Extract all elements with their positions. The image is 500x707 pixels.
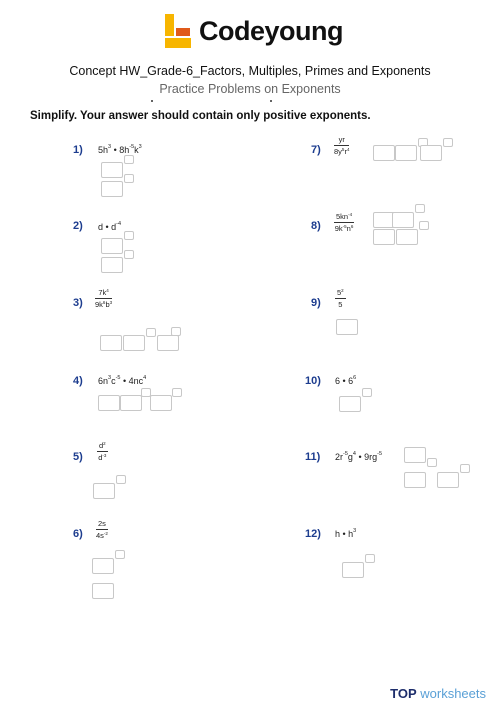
worksheet-title: Concept HW_Grade-6_Factors, Multiples, Primes and Exponents [69, 64, 431, 78]
answer-box[interactable] [101, 257, 123, 273]
problem-6-expression: 2s $4s^{-2}$ [96, 519, 108, 540]
problem-9-expression: $5^2$ 5 [337, 288, 344, 309]
problem-number: 4) [73, 375, 83, 387]
answer-box[interactable] [373, 229, 395, 245]
exponent-box[interactable] [427, 458, 437, 467]
problem-number: 2) [73, 220, 83, 232]
answer-box[interactable] [395, 145, 417, 161]
problem-7-expression: yr $8y^5r^4$ [334, 135, 350, 156]
answer-box[interactable] [396, 229, 418, 245]
answer-box[interactable] [100, 335, 122, 351]
answer-box[interactable] [98, 395, 120, 411]
problem-number: 3) [73, 297, 83, 309]
answer-box[interactable] [101, 238, 123, 254]
answer-box[interactable] [342, 562, 364, 578]
exponent-box[interactable] [362, 388, 372, 397]
exponent-box[interactable] [124, 231, 134, 240]
answer-box[interactable] [101, 181, 123, 197]
problem-3-expression: $7k^4$ $9k^6b^3$ [95, 288, 113, 309]
problem-1-expression: $5h^3$ • $8h^{-5}k^3$ [98, 144, 142, 155]
exponent-box[interactable] [172, 388, 182, 397]
problem-8-expression: $5kn^{-4}$ $9k^{-5}n^6$ [334, 212, 354, 233]
problem-5-expression: $d^2$ $d^{-3}$ [98, 441, 107, 462]
footer-top: TOP [390, 686, 417, 701]
answer-box[interactable] [373, 145, 395, 161]
decor-dot [151, 100, 153, 102]
problem-11-expression: $2r^{-5}g^4$ • $9rg^{-5}$ [335, 451, 383, 462]
exponent-box[interactable] [116, 475, 126, 484]
exponent-box[interactable] [365, 554, 375, 563]
exponent-box[interactable] [115, 550, 125, 559]
answer-box[interactable] [404, 472, 426, 488]
exponent-box[interactable] [415, 204, 425, 213]
problem-number: 8) [311, 220, 321, 232]
answer-box[interactable] [392, 212, 414, 228]
answer-box[interactable] [157, 335, 179, 351]
exponent-box[interactable] [146, 328, 156, 337]
answer-box[interactable] [339, 396, 361, 412]
answer-box[interactable] [120, 395, 142, 411]
answer-box[interactable] [420, 145, 442, 161]
answer-box[interactable] [150, 395, 172, 411]
answer-box[interactable] [437, 472, 459, 488]
answer-box[interactable] [101, 162, 123, 178]
brand-name: Codeyoung [199, 16, 343, 46]
exponent-box[interactable] [460, 464, 470, 473]
problem-12-expression: h • $h^3$ [335, 528, 357, 539]
problem-2-expression: d • $d^{-4}$ [98, 221, 122, 232]
problem-number: 1) [73, 144, 83, 156]
answer-box[interactable] [404, 447, 426, 463]
codeyoung-logo-icon [163, 14, 193, 50]
worksheet-subtitle: Practice Problems on Exponents [159, 82, 341, 96]
exponent-box[interactable] [124, 250, 134, 259]
problem-number: 7) [311, 144, 321, 156]
footer-worksheets: worksheets [420, 686, 486, 701]
problem-number: 11) [305, 451, 321, 463]
answer-box[interactable] [92, 558, 114, 574]
problem-number: 9) [311, 297, 321, 309]
problem-number: 6) [73, 528, 83, 540]
decor-dot [270, 100, 272, 102]
answer-box[interactable] [92, 583, 114, 599]
problem-number: 12) [305, 528, 321, 540]
brand-logo [163, 10, 343, 54]
answer-box[interactable] [336, 319, 358, 335]
exponent-box[interactable] [419, 221, 429, 230]
exponent-box[interactable] [124, 155, 134, 164]
problem-4-expression: $6n^3c^{-5}$ • $4nc^4$ [98, 375, 147, 386]
answer-box[interactable] [123, 335, 145, 351]
exponent-box[interactable] [124, 174, 134, 183]
exponent-box[interactable] [443, 138, 453, 147]
problem-number: 5) [73, 451, 83, 463]
problem-number: 10) [305, 375, 321, 387]
answer-box[interactable] [93, 483, 115, 499]
instructions: Simplify. Your answer should contain only positive exponents. [30, 110, 371, 122]
exponent-box[interactable] [171, 327, 181, 336]
footer-watermark [390, 686, 486, 701]
problem-10-expression: 6 • $6^6$ [335, 375, 357, 386]
